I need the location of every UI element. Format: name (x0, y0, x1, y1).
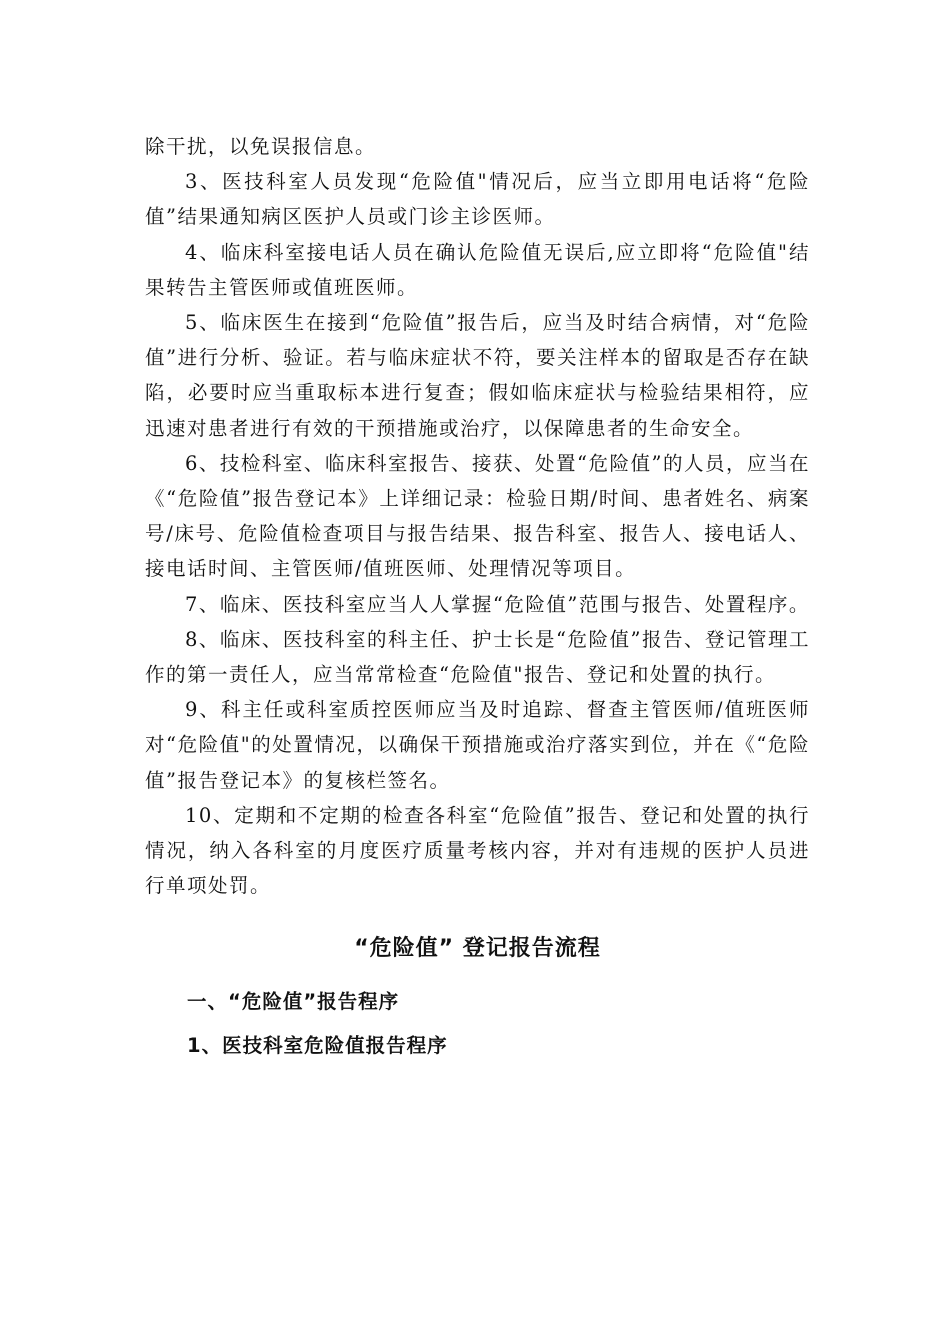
document-page (145, 129, 810, 1058)
paragraph-item-4: 4、临床科室接电话人员在确认危险值无误后,应立即将“危险值"结果转告主管医师或值班医师。 (145, 240, 810, 299)
paragraph-item-10: 10、定期和不定期的检查各科室“危险值”报告、登记和处置的执行情况，纳入各科室的月度医疗质量考核内容，并对有违规的医护人员进行单项处罚。 (145, 803, 810, 898)
paragraph-item-5: 5、临床医生在接到“危险值”报告后，应当及时结合病情，对“危险值”进行分析、验证。若与临床症状不符，要关注样本的留取是否存在缺陷，必要时应当重取标本进行复查；假如临床症状与检验结果相符，应迅速对患者进行有效的干预措施或治疗，以保障患者的生命安全。 (145, 311, 810, 440)
subheading-medtech-procedure: 1、医技科室危险值报告程序 (187, 1034, 448, 1058)
paragraph-continuation: 除干扰，以免误报信息。 (145, 135, 377, 158)
paragraph-item-6: 6、技检科室、临床科室报告、接获、处置“危险值”的人员，应当在《“危险值”报告登记本》上详细记录：检验日期/时间、患者姓名、病案号/床号、危险值检查项目与报告结果、报告科室、报告人、接电话人、接电话时间、主管医师/值班医师、处理情况等项目。 (145, 451, 810, 581)
paragraph-item-9: 9、科主任或科室质控医师应当及时追踪、督查主管医师/值班医师对“危险值"的处置情况，以确保干预措施或治疗落实到位，并在《“危险值”报告登记本》的复核栏签名。 (145, 698, 810, 792)
paragraph-item-8: 8、临床、医技科室的科主任、护士长是“危险值”报告、登记管理工作的第一责任人，应当常常检查“危险值"报告、登记和处置的执行。 (145, 627, 810, 687)
paragraph-item-7: 7、临床、医技科室应当人人掌握“危险值”范围与报告、处置程序。 (185, 592, 810, 616)
subheading-report-procedure: 一、“危险值”报告程序 (187, 990, 400, 1014)
paragraph-item-3: 3、医技科室人员发现“危险值"情况后，应当立即用电话将“危险值”结果通知病区医护人员或门诊主诊医师。 (145, 170, 810, 229)
section-title: “危险值” 登记报告流程 (354, 936, 601, 962)
